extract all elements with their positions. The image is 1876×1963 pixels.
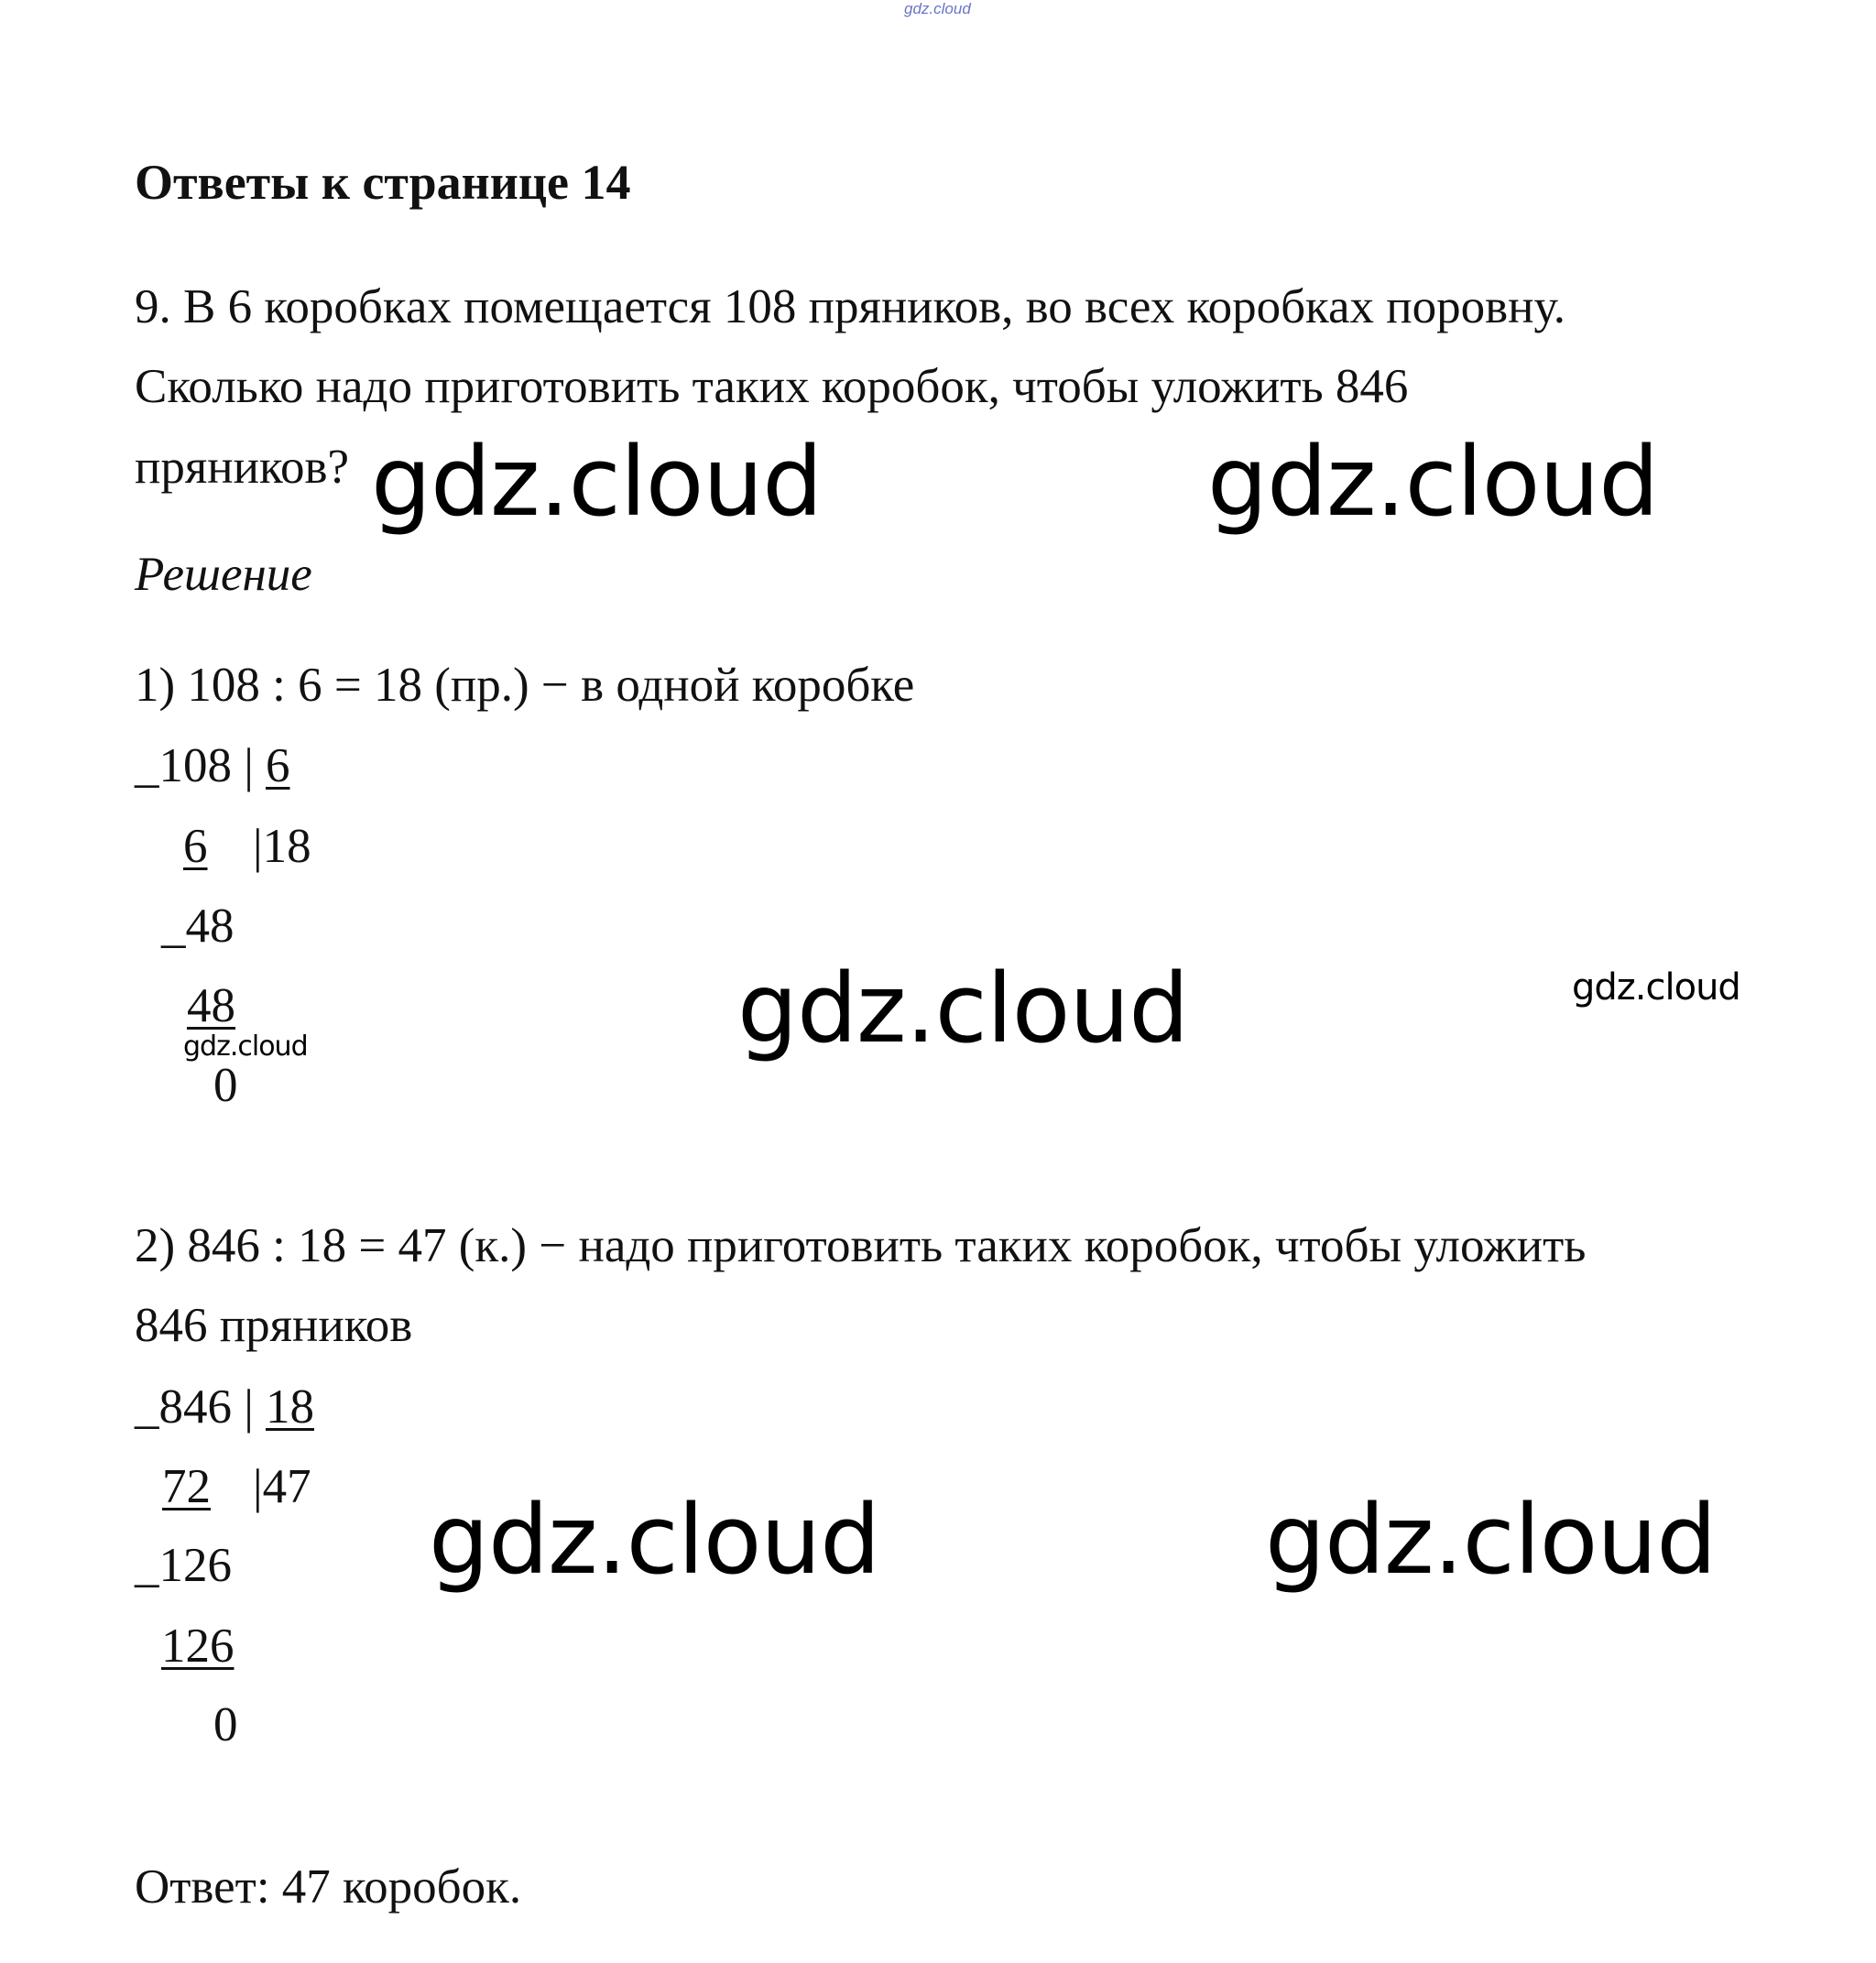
problem-line-3: пряников? [135, 441, 350, 494]
step-2-line-1: 2) 846 : 18 = 47 (к.) − надо приготовить таких коробок, чтобы уложить [135, 1219, 1587, 1272]
watermark: gdz.cloud [737, 953, 1189, 1064]
division-2-divisor: 18 [266, 1380, 314, 1434]
watermark: gdz.cloud [371, 426, 823, 538]
division-1-divisor: 6 [266, 739, 290, 792]
division-1-subtrahend-1: 6 [183, 820, 208, 873]
page-title: Ответы к странице 14 [135, 155, 631, 210]
step-2-line-2: 846 пряников [135, 1299, 413, 1352]
division-2-subtrahend-2: 126 [161, 1619, 234, 1673]
division-1-remainder: 0 [213, 1059, 238, 1112]
division-1-subtrahend-2: 48 [187, 979, 235, 1032]
watermark: gdz.cloud [1207, 426, 1659, 538]
step-1-text: 1) 108 : 6 = 18 (пр.) − в одной коробке [135, 659, 915, 712]
watermark: gdz.cloud [429, 1484, 880, 1596]
division-2-dividend: _846 | [135, 1380, 254, 1434]
division-2-remainder-step: _126 [135, 1539, 232, 1592]
division-2-remainder: 0 [213, 1698, 238, 1751]
division-1-quotient: |18 [253, 820, 311, 873]
division-2-quotient: |47 [253, 1460, 311, 1513]
watermark: gdz.cloud [1572, 966, 1740, 1009]
watermark: gdz.cloud [183, 1031, 308, 1063]
division-1-dividend: _108 | [135, 739, 254, 792]
problem-line-2: Сколько надо приготовить таких коробок, чтобы уложить 846 [135, 360, 1409, 413]
top-watermark: gdz.cloud [904, 0, 971, 17]
division-2-subtrahend-1: 72 [162, 1460, 211, 1513]
division-1-remainder-step: _48 [161, 900, 234, 953]
solution-label: Решение [135, 548, 312, 601]
answer: Ответ: 47 коробок. [135, 1860, 522, 1914]
watermark: gdz.cloud [1265, 1484, 1717, 1596]
problem-line-1: 9. В 6 коробках помещается 108 пряников, во всех коробках поровну. [135, 280, 1565, 333]
